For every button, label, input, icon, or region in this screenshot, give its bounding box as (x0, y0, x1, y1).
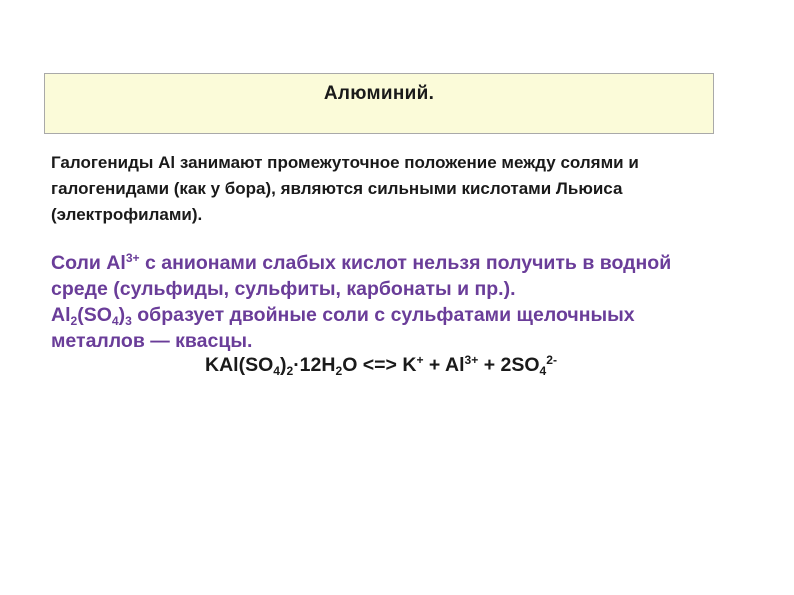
salts-line-2: среде (сульфиды, сульфиты, карбонаты и пр.). (51, 278, 516, 300)
formula-part-b: ) (279, 354, 287, 376)
salts-line-3-text-c: ) (118, 304, 126, 326)
formula-sup-3: 2- (546, 352, 557, 367)
al-charge: 3+ (125, 250, 140, 265)
salts-line-3-text-b: (SO (77, 304, 112, 326)
formula-sub-1: 4 (273, 364, 280, 379)
formula-part-e: + Al (423, 354, 465, 376)
halides-line-1: Галогениды Al занимают промежуточное положение между солями и (51, 153, 639, 172)
salts-line-3-sub-3: 3 (125, 314, 132, 329)
formula-sub-3: 2 (335, 364, 343, 379)
formula-part-a: KAl(SO (205, 354, 274, 376)
halides-line-2: галогенидами (как у бора), являются сильными кислотами Льюиса (51, 179, 623, 198)
formula-sup-1: + (416, 352, 424, 367)
salts-line-4: металлов — квасцы. (51, 330, 253, 352)
title-box (44, 73, 714, 134)
halides-paragraph (51, 150, 771, 228)
halides-line-3: (электрофилами). (51, 205, 203, 224)
salts-line-3-sub-1: 2 (70, 314, 78, 329)
formula-part-c: ·12H (293, 354, 336, 376)
salts-line-1-text-b: с анионами слабых кислот нельзя получить в водной (139, 252, 672, 274)
formula-sup-2: 3+ (464, 352, 479, 367)
salts-line-3 (51, 302, 781, 328)
formula-sub-2: 2 (286, 364, 294, 379)
slide-title: Алюминий. (323, 83, 435, 104)
salts-line-3-text-a: Al (51, 304, 71, 326)
salts-line-3-sub-2: 4 (111, 314, 119, 329)
salts-line-3-text-d: образует двойные соли с сульфатами щелочныых (131, 304, 635, 326)
salts-line-1 (51, 250, 781, 276)
formula-part-d: O <=> K (342, 354, 417, 376)
formula-part-f: + 2SO (478, 354, 540, 376)
salts-paragraph (51, 250, 781, 354)
salts-line-1-text-a: Соли Al (51, 252, 126, 274)
alum-equation (205, 354, 557, 377)
formula-sub-4: 4 (539, 364, 547, 379)
